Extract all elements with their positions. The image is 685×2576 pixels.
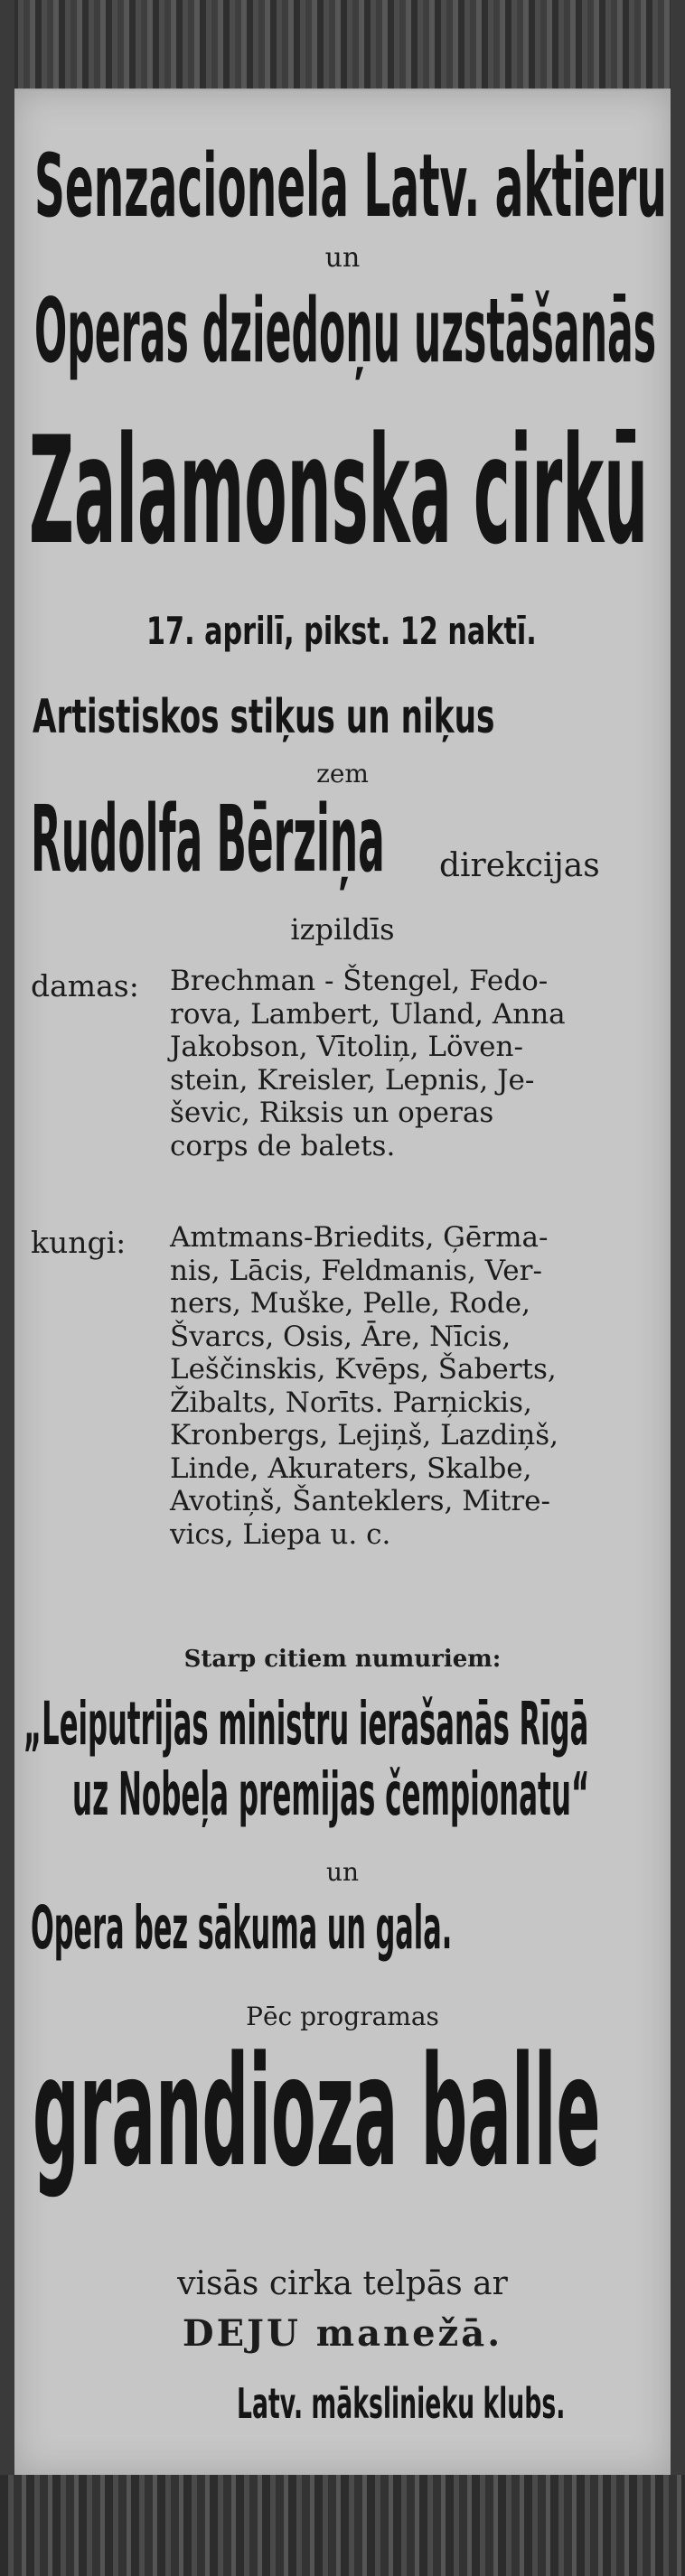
program-number-1-line-2: uz Nobeļa premijas čempionatu“ xyxy=(72,1759,590,1829)
event-date-time: 17. aprilī, pikst. 12 naktī. xyxy=(146,609,537,653)
damas-line: Brechman - Štengel, Fedo- xyxy=(170,965,549,997)
damas-line: corps de balets. xyxy=(170,1129,396,1162)
all-halls-line: visās cirka telpās ar xyxy=(177,2265,508,2302)
kungi-line: Linde, Akuraters, Skalbe, xyxy=(170,1451,532,1485)
scan-border-right xyxy=(671,0,685,2576)
scan-border-top xyxy=(0,0,685,89)
damas-line: rova, Lambert, Uland, Anna xyxy=(170,997,566,1031)
program-number-1-line-1: „Leiputrijas ministru ierašanās Rīgā xyxy=(23,1689,589,1759)
kungi-line: Amtmans-Briedits, Ģērma- xyxy=(170,1221,549,1254)
kungi-list xyxy=(170,1221,658,1551)
kungi-line: Avotiņš, Šanteklers, Mitre- xyxy=(170,1485,550,1517)
kungi-line: nis, Lācis, Feldmanis, Ver- xyxy=(170,1254,542,1287)
damas-line: Jakobson, Vītoliņ, Löven- xyxy=(170,1031,523,1063)
director-suffix: direkcijas xyxy=(439,847,600,884)
kungi-line: Žibalts, Norīts. Parņickis, xyxy=(170,1386,532,1419)
damas-list xyxy=(170,965,658,1162)
kungi-line: ners, Muške, Pelle, Rode, xyxy=(170,1287,530,1320)
headline-opera-singers: Operas dziedoņu uzstāšanās xyxy=(34,280,657,383)
kungi-label: kungi: xyxy=(31,1225,127,1260)
kungi-line: Leščinskis, Kvēps, Šaberts, xyxy=(170,1353,557,1386)
venue-title: Zalamonska cirkū xyxy=(29,405,649,577)
connector-un-1: un xyxy=(324,242,361,274)
dance-arena-line: DEJU manežā. xyxy=(182,2312,503,2355)
connector-zem: zem xyxy=(316,759,369,789)
subtitle-tricks: Artistiskos stiķus un niķus xyxy=(33,690,495,744)
damas-line: stein, Kreisler, Lepnis, Je- xyxy=(170,1063,535,1097)
connector-un-2: un xyxy=(325,1857,360,1887)
damas-label: damas: xyxy=(31,968,139,1003)
headline-performers: Senzacionela Latv. aktieru xyxy=(34,135,667,237)
grand-ball-title: grandioza balle xyxy=(33,2023,601,2200)
director-name: Rudolfa Bērziņa xyxy=(31,786,385,893)
kungi-line: Kronbergs, Lejiņš, Lazdiņš, xyxy=(170,1419,559,1451)
scan-border-bottom xyxy=(0,2475,685,2576)
scan-border-left xyxy=(0,0,14,2576)
organizer-club: Latv. mākslinieku klubs. xyxy=(237,2379,566,2428)
kungi-line: vics, Liepa u. c. xyxy=(170,1517,391,1551)
newspaper-advertisement xyxy=(14,90,671,2475)
damas-line: ševic, Riksis un operas xyxy=(170,1097,494,1129)
program-number-2: Opera bez sākuma un gala. xyxy=(31,1893,453,1963)
after-program-label: Pēc programas xyxy=(246,2002,439,2031)
performs-label: izpildīs xyxy=(290,912,395,947)
kungi-line: Švarcs, Osis, Āre, Nīcis, xyxy=(170,1320,511,1353)
among-numbers-label: Starp citiem numuriem: xyxy=(183,1646,502,1673)
